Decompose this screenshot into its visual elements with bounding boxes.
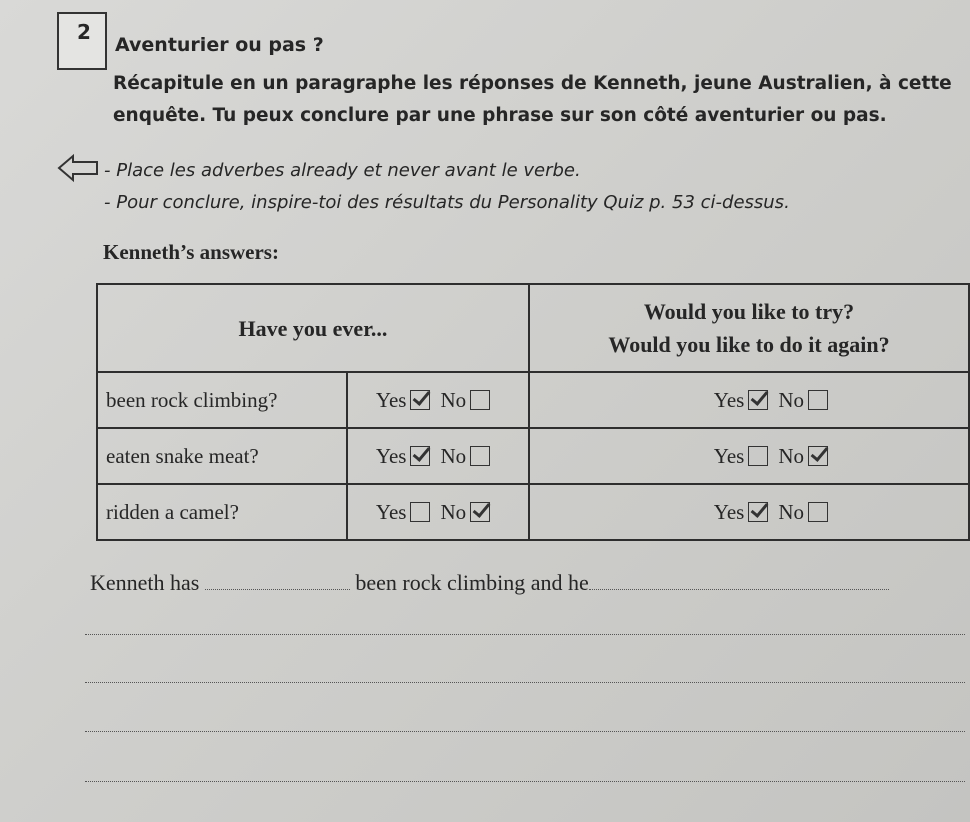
- no-checkbox[interactable]: [470, 390, 490, 410]
- sentence-starter: [90, 570, 889, 596]
- answer-blank[interactable]: [589, 583, 889, 590]
- no-label: No: [778, 387, 804, 412]
- header-try: Would you like to try?: [643, 299, 855, 324]
- question-cell: eaten snake meat?: [97, 428, 347, 484]
- yes-checkbox[interactable]: [410, 390, 430, 410]
- exercise-tips: [104, 155, 790, 219]
- no-checkbox[interactable]: [808, 390, 828, 410]
- yes-checkbox[interactable]: [748, 446, 768, 466]
- exercise-instruction: Récapitule en un paragraphe les réponses de Kenneth, jeune Australien, à cette enquête. Tu peux conclure par une phrase sur son côté aventurier ou pas.: [113, 73, 952, 126]
- answers-title: Kenneth’s answers:: [103, 240, 279, 264]
- yes-label: Yes: [713, 443, 745, 468]
- exercise-number: 2: [57, 12, 107, 70]
- sentence-start: Kenneth has: [90, 570, 205, 595]
- yes-label: Yes: [375, 499, 407, 524]
- table-row: [97, 372, 969, 428]
- writing-line[interactable]: [85, 731, 965, 732]
- sentence-middle: been rock climbing and he: [349, 570, 589, 595]
- no-checkbox[interactable]: [470, 502, 490, 522]
- no-label: No: [778, 499, 804, 524]
- answer-blank[interactable]: [205, 583, 350, 590]
- yes-checkbox[interactable]: [410, 502, 430, 522]
- yes-label: Yes: [375, 387, 407, 412]
- yes-label: Yes: [713, 387, 745, 412]
- writing-line[interactable]: [85, 634, 965, 635]
- answers-table: [96, 283, 970, 541]
- ever-answer-cell: [347, 372, 529, 428]
- ever-answer-cell: [347, 484, 529, 540]
- yes-label: Yes: [713, 499, 745, 524]
- yes-checkbox[interactable]: [410, 446, 430, 466]
- yes-checkbox[interactable]: [748, 390, 768, 410]
- question-cell: been rock climbing?: [97, 372, 347, 428]
- question-cell: ridden a camel?: [97, 484, 347, 540]
- again-answer-cell: [529, 428, 969, 484]
- no-label: No: [440, 443, 467, 468]
- table-row: [97, 484, 969, 540]
- again-answer-cell: [529, 372, 969, 428]
- tip-conclusion: - Pour conclure, inspire-toi des résultats du Personality Quiz p. 53 ci-dessus.: [104, 192, 790, 213]
- header-again: Would you like to do it again?: [608, 332, 890, 357]
- again-answer-cell: [529, 484, 969, 540]
- yes-label: Yes: [375, 443, 407, 468]
- no-label: No: [440, 387, 467, 412]
- header-have-you-ever: Have you ever...: [97, 284, 529, 372]
- no-checkbox[interactable]: [808, 502, 828, 522]
- writing-line[interactable]: [85, 781, 965, 782]
- table-row: [97, 428, 969, 484]
- exercise-title: Aventurier ou pas ?: [115, 34, 324, 56]
- header-would-you-like: [529, 284, 969, 372]
- no-label: No: [778, 443, 804, 468]
- no-label: No: [440, 499, 467, 524]
- yes-checkbox[interactable]: [748, 502, 768, 522]
- tip-adverbs: - Place les adverbes already et never avant le verbe.: [104, 160, 581, 181]
- no-checkbox[interactable]: [808, 446, 828, 466]
- no-checkbox[interactable]: [470, 446, 490, 466]
- ever-answer-cell: [347, 428, 529, 484]
- hint-arrow-icon: [57, 150, 103, 186]
- table-header: [97, 284, 969, 372]
- writing-line[interactable]: [85, 682, 965, 683]
